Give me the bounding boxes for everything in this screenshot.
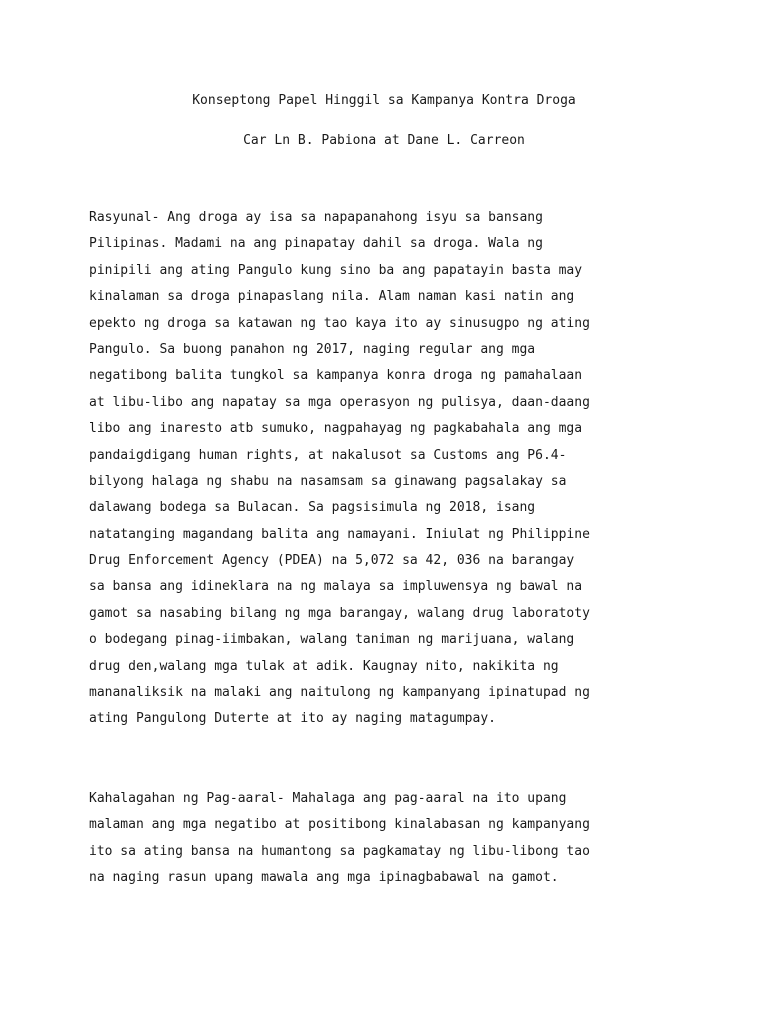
paragraph-line: kinalaman sa droga pinapaslang nila. Alam naman kasi natin ang [89,289,575,305]
paragraph-line: gamot sa nasabing bilang ng mga barangay, walang drug laboratoty [89,605,590,621]
paragraph-line: Pilipinas. Madami na ang pinapatay dahil sa droga. Wala ng [89,236,543,252]
document-authors: Car Ln B. Pabiona at Dane L. Carreon [243,133,525,148]
paragraph-line: na naging rasun upang mawala ang mga ipinagbabawal na gamot. [89,870,559,886]
paragraph-line: Rasyunal- Ang droga ay isa sa napapanahong isyu sa bansang [89,210,543,225]
paragraph-line: pandaigdigang human rights, at nakalusot sa Customs ang P6.4- [89,447,567,463]
paragraph-line: negatibong balita tungkol sa kampanya konra droga ng pamahalaan [89,368,583,384]
paragraph-line: ating Pangulong Duterte at ito ay naging matagumpay. [89,711,496,727]
paragraph-line: dalawang bodega sa Bulacan. Sa pagsisimula ng 2018, isang [89,500,536,516]
paragraph-line: epekto ng droga sa katawan ng tao kaya ito ay sinusugpo ng ating [89,315,590,331]
document-title: Konseptong Papel Hinggil sa Kampanya Kontra Droga [192,93,576,108]
rasyunal-paragraph [89,205,689,733]
paragraph-line: Kahalagahan ng Pag-aaral- Mahalaga ang pag-aaral na ito upang [89,791,567,806]
paragraph-line: pinipili ang ating Pangulo kung sino ba ang papatayin basta may [89,262,583,278]
paragraph-line: o bodegang pinag-iimbakan, walang taniman ng marijuana, walang [89,632,575,648]
paragraph-line: Pangulo. Sa buong panahon ng 2017, naging regular ang mga [89,341,536,357]
paragraph-line: libo ang inaresto atb sumuko, nagpahayag ng pagkabahala ang mga [89,421,583,437]
paragraph-line: natatanging magandang balita ang namayani. Iniulat ng Philippine [89,526,590,542]
paragraph-line: bilyong halaga ng shabu na nasamsam sa ginawang pagsalakay sa [89,473,567,489]
paragraph-line: sa bansa ang idineklara na ng malaya sa impluwensya ng bawal na [89,579,583,595]
kahalagahan-paragraph [89,786,689,892]
paragraph-line: drug den,walang mga tulak at adik. Kaugnay nito, nakikita ng [89,658,559,674]
paragraph-line: Drug Enforcement Agency (PDEA) na 5,072 sa 42, 036 na barangay [89,553,575,569]
paragraph-line: at libu-libo ang napatay sa mga operasyon ng pulisya, daan-daang [89,394,590,410]
paragraph-line: malaman ang mga negatibo at positibong kinalabasan ng kampanyang [89,817,590,833]
paragraph-line: mananaliksik na malaki ang naitulong ng kampanyang ipinatupad ng [89,685,590,701]
paragraph-line: ito sa ating bansa na humantong sa pagkamatay ng libu-libong tao [89,843,590,859]
